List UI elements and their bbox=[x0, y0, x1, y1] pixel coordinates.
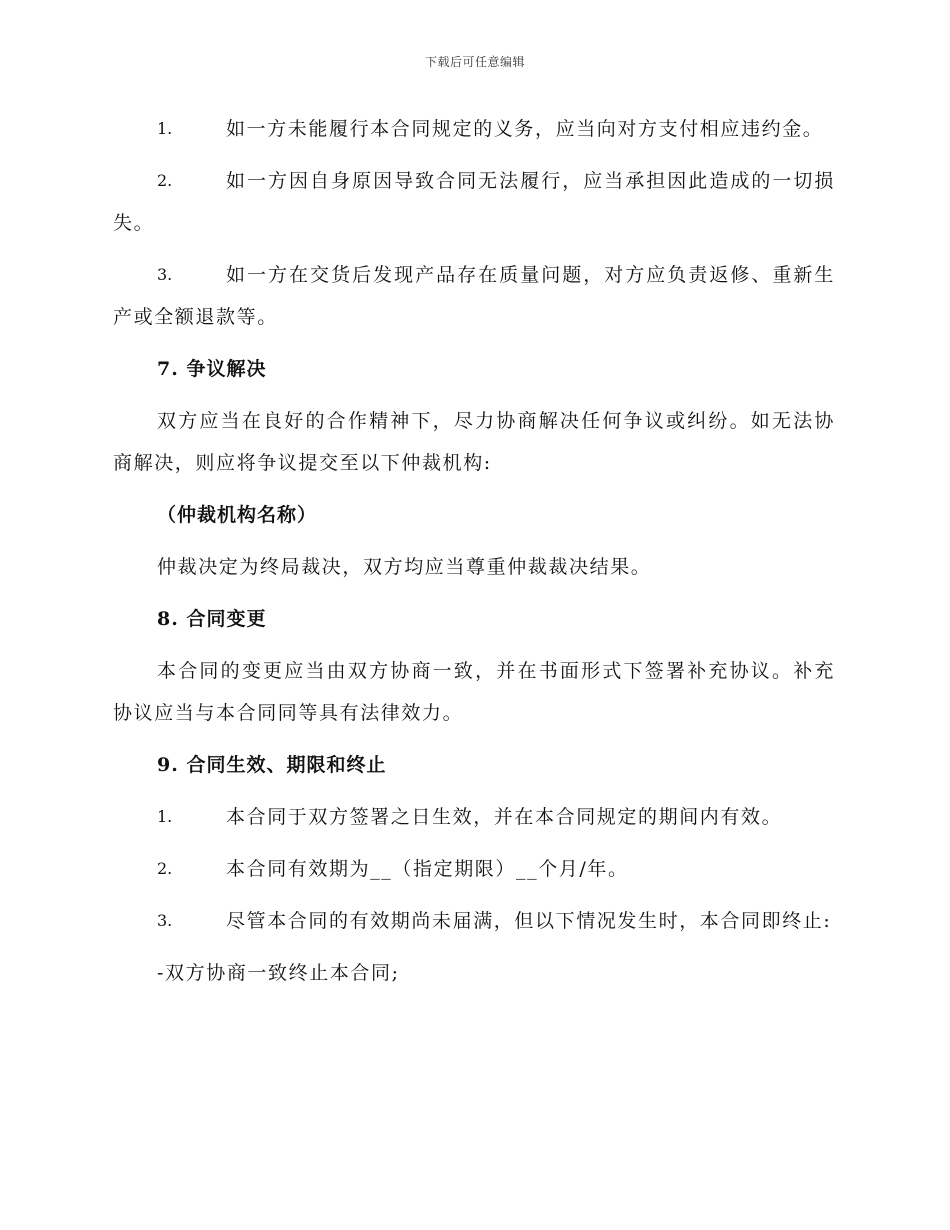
list-item-number: 3. bbox=[157, 265, 173, 284]
list-item-number: 3. bbox=[157, 911, 173, 930]
list-item bbox=[113, 796, 835, 838]
page-header: 下载后可任意编辑 bbox=[424, 55, 525, 69]
paragraph-arbitration-final: 仲裁决定为终局裁决，双方均应当尊重仲裁裁决结果。 bbox=[157, 556, 652, 578]
list-item bbox=[113, 900, 835, 942]
list-item-text: 本合同于双方签署之日生效，并在本合同规定的期间内有效。 bbox=[226, 806, 783, 828]
arbitration-body-name: （仲裁机构名称） bbox=[157, 504, 318, 526]
list-item bbox=[113, 108, 835, 150]
list-item bbox=[113, 254, 835, 338]
list-item bbox=[113, 848, 835, 890]
list-item-number: 1. bbox=[157, 807, 173, 826]
document-body bbox=[113, 108, 835, 1004]
list-item-text: 如一方在交货后发现产品存在质量问题，对方应负责返修、重新生产或全额退款等。 bbox=[113, 264, 835, 328]
paragraph-dispute-resolution: 双方应当在良好的合作精神下，尽力协商解决任何争议或纠纷。如无法协商解决，则应将争议提交至以下仲裁机构: bbox=[113, 410, 835, 474]
paragraph-contract-change: 本合同的变更应当由双方协商一致，并在书面形式下签署补充协议。补充协议应当与本合同同等具有法律效力。 bbox=[113, 660, 835, 724]
list-item-number: 1. bbox=[157, 119, 173, 138]
list-item-text: 本合同有效期为__（指定期限）__个月/年。 bbox=[226, 858, 629, 880]
list-item-text: 如一方因自身原因导致合同无法履行，应当承担因此造成的一切损失。 bbox=[113, 170, 835, 234]
list-item bbox=[113, 160, 835, 244]
list-item-number: 2. bbox=[157, 859, 173, 878]
list-item-text: 尽管本合同的有效期尚未届满，但以下情况发生时，本合同即终止: bbox=[226, 910, 832, 932]
list-item-text: 如一方未能履行本合同规定的义务，应当向对方支付相应违约金。 bbox=[226, 118, 824, 140]
list-item-number: 2. bbox=[157, 171, 173, 190]
section-heading-contract-change: 8. 合同变更 bbox=[157, 608, 267, 630]
bullet-item: -双方协商一致终止本合同; bbox=[157, 962, 400, 984]
section-heading-effect-term-termination: 9. 合同生效、期限和终止 bbox=[157, 754, 387, 776]
section-heading-dispute-resolution: 7. 争议解决 bbox=[157, 358, 267, 380]
